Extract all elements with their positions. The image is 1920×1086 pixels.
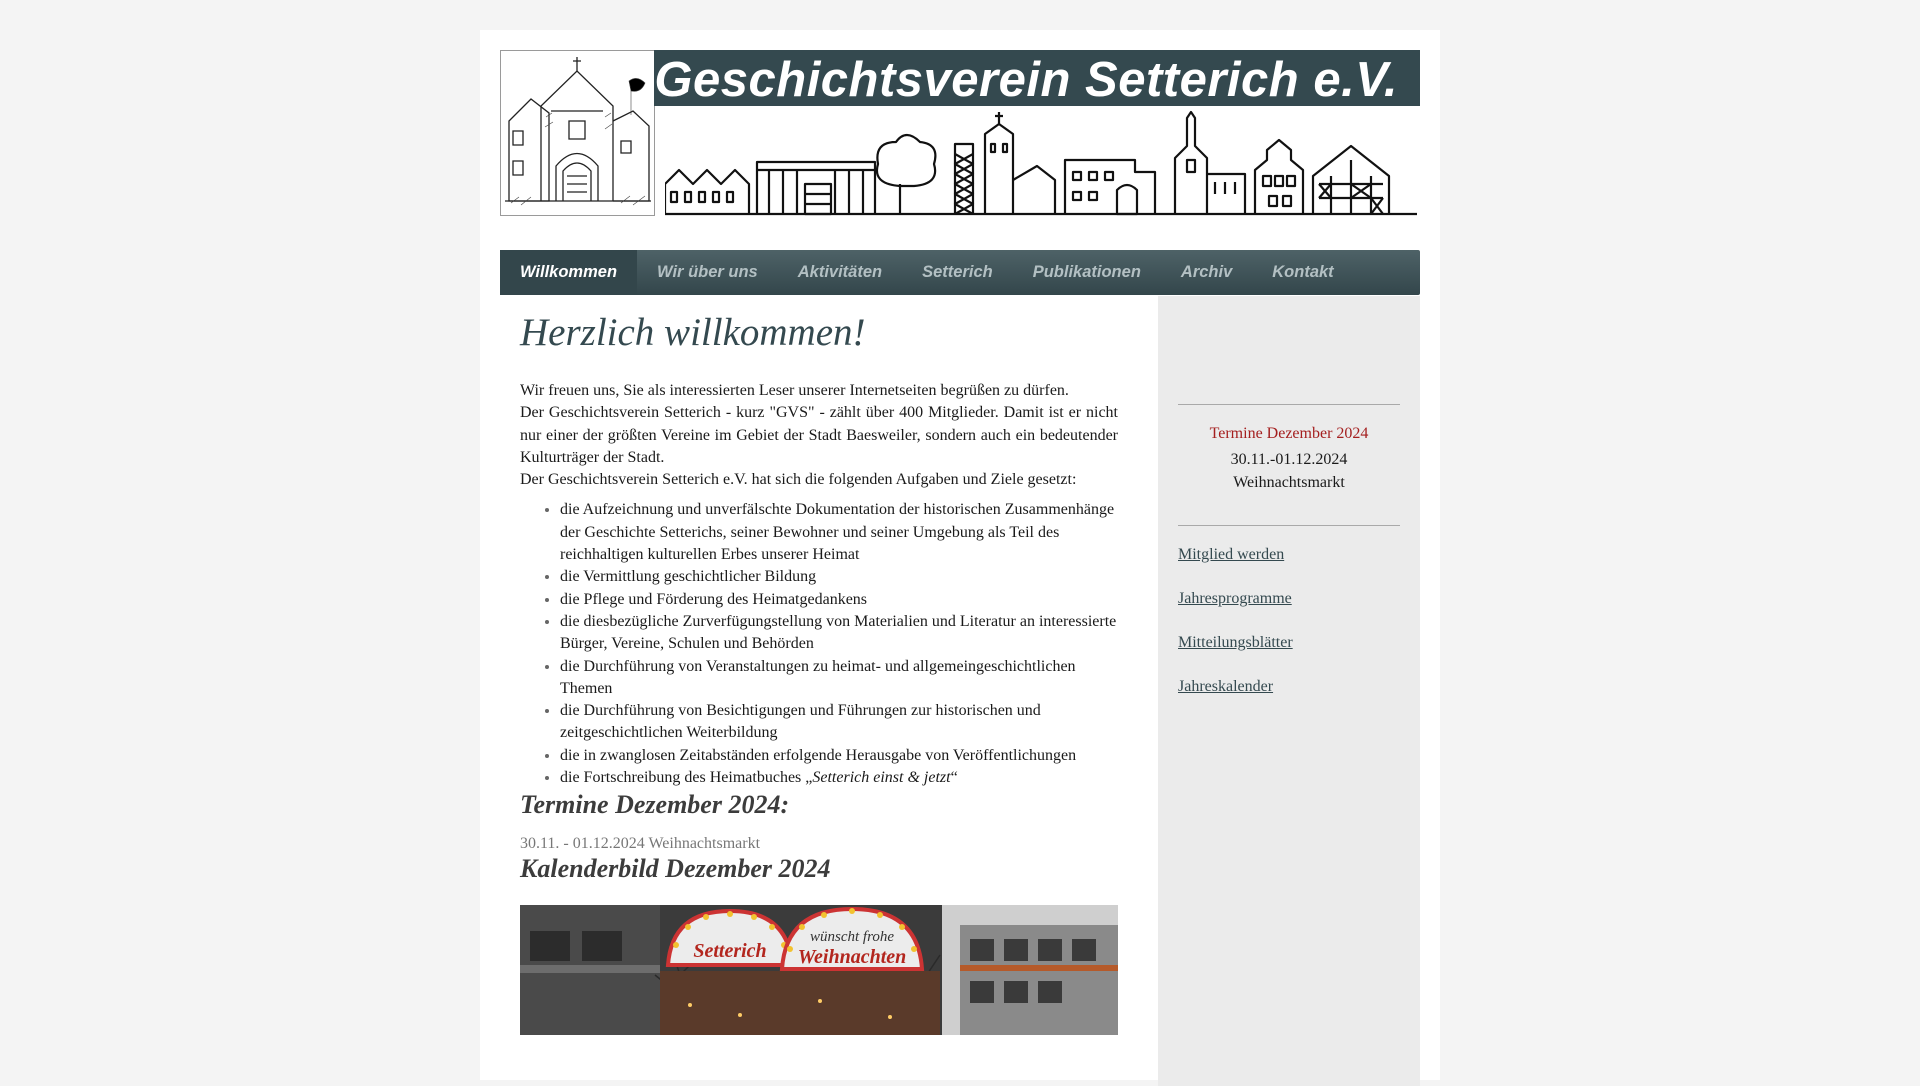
kalender-heading: Kalenderbild Dezember 2024 bbox=[520, 854, 831, 884]
main-navigation bbox=[500, 250, 1420, 295]
town-skyline-illustration bbox=[665, 110, 1420, 216]
sidebar-termine-title: Termine Dezember 2024 bbox=[1209, 425, 1369, 442]
termine-heading: Termine Dezember 2024: bbox=[520, 790, 790, 820]
title-bar bbox=[654, 50, 1420, 106]
nav-item-willkommen[interactable]: Willkommen bbox=[500, 250, 637, 295]
site-title[interactable]: Geschichtsverein Setterich e.V. bbox=[654, 53, 1398, 107]
sidebar-termine-box bbox=[1178, 425, 1400, 492]
book-title: Setterich einst & jetzt bbox=[812, 769, 951, 787]
aims-list bbox=[520, 499, 1118, 789]
page-title: Herzlich willkommen! bbox=[520, 311, 866, 354]
nav-item-archiv[interactable]: Archiv bbox=[1180, 263, 1233, 281]
list-item: • die Aufzeichnung und unverfälschte Dokumentation der historischen Zusammenhänge der Geschichte Setterichs, seiner Bewohner und seiner Umgebung als Teil des reichhaltigen kulturellen Erbes unserer Heimat bbox=[560, 499, 1118, 566]
christmas-market-photo bbox=[520, 905, 1118, 1035]
logo-gatehouse-drawing[interactable] bbox=[500, 50, 655, 216]
gatehouse-icon bbox=[501, 51, 654, 215]
nav-item-publikationen[interactable]: Publikationen bbox=[1032, 263, 1141, 281]
list-item: • die diesbezügliche Zurverfügungstellung von Materialien und Literatur an interessierte Bürger, Vereine, Schulen und Behörden bbox=[560, 611, 1118, 656]
photo-sign-right-line1: wünscht frohe bbox=[809, 929, 895, 946]
nav-item-wir-ueber-uns[interactable]: Wir über uns bbox=[657, 263, 758, 281]
photo-sign-left: Setterich bbox=[693, 940, 767, 963]
intro-greeting: Wir freuen uns, Sie als interessierten Leser unserer Internetseiten begrüßen zu dürfen. bbox=[520, 382, 1069, 399]
sidebar-divider bbox=[1178, 525, 1400, 526]
calendar-photo[interactable] bbox=[520, 905, 1118, 1035]
list-item: • die Durchführung von Besichtigungen und Führungen zur historischen und zeitgeschichtlichen Weiterbildung bbox=[560, 700, 1118, 745]
page-container bbox=[480, 30, 1440, 1080]
intro-text bbox=[520, 380, 1118, 469]
list-item-prefix: die Fortschreibung des Heimatbuches „ bbox=[560, 769, 813, 787]
sidebar-link-mitglied-werden[interactable]: Mitglied werden bbox=[1178, 546, 1285, 563]
nav-item-kontakt[interactable]: Kontakt bbox=[1272, 263, 1334, 281]
sidebar-link-jahresprogramme[interactable]: Jahresprogramme bbox=[1178, 590, 1292, 607]
sidebar-link-mitteilungsblaetter[interactable]: Mitteilungsblätter bbox=[1178, 634, 1293, 651]
list-item: • die in zwanglosen Zeitabständen erfolgende Herausgabe von Veröffentlichungen bbox=[560, 745, 1118, 767]
sidebar-link-jahreskalender[interactable]: Jahreskalender bbox=[1178, 678, 1274, 695]
list-item bbox=[560, 767, 1118, 789]
sidebar-divider bbox=[1178, 404, 1400, 405]
list-item: • die Vermittlung geschichtlicher Bildung bbox=[560, 566, 1118, 588]
nav-item-setterich[interactable]: Setterich bbox=[922, 263, 993, 281]
termine-event: 30.11. - 01.12.2024 Weihnachtsmarkt bbox=[520, 835, 761, 853]
list-item: • die Pflege und Förderung des Heimatgedankens bbox=[560, 589, 1118, 611]
intro-description: Der Geschichtsverein Setterich - kurz "GVS" - zählt über 400 Mitglieder. Damit ist er nicht nur einer der größten Vereine im Gebiet der Stadt Baesweiler, sondern auch ein bedeutender Kulturträger der Stadt. bbox=[520, 404, 1118, 466]
photo-sign-right-line2: Weihnachten bbox=[797, 946, 907, 969]
list-item: • die Durchführung von Veranstaltungen zu heimat- und allgemeingeschichtlichen Themen bbox=[560, 656, 1118, 701]
main-content bbox=[520, 310, 1118, 1035]
aims-intro: Der Geschichtsverein Setterich e.V. hat sich die folgenden Aufgaben und Ziele gesetzt: bbox=[520, 471, 1077, 489]
sidebar-termine-date: 30.11.-01.12.2024 bbox=[1230, 451, 1348, 468]
site-header bbox=[500, 50, 1420, 216]
sidebar-termine-event: Weihnachtsmarkt bbox=[1233, 474, 1345, 491]
nav-item-aktivitaeten[interactable]: Aktivitäten bbox=[797, 263, 883, 281]
list-item-suffix: “ bbox=[950, 769, 958, 787]
sidebar bbox=[1158, 296, 1420, 1086]
